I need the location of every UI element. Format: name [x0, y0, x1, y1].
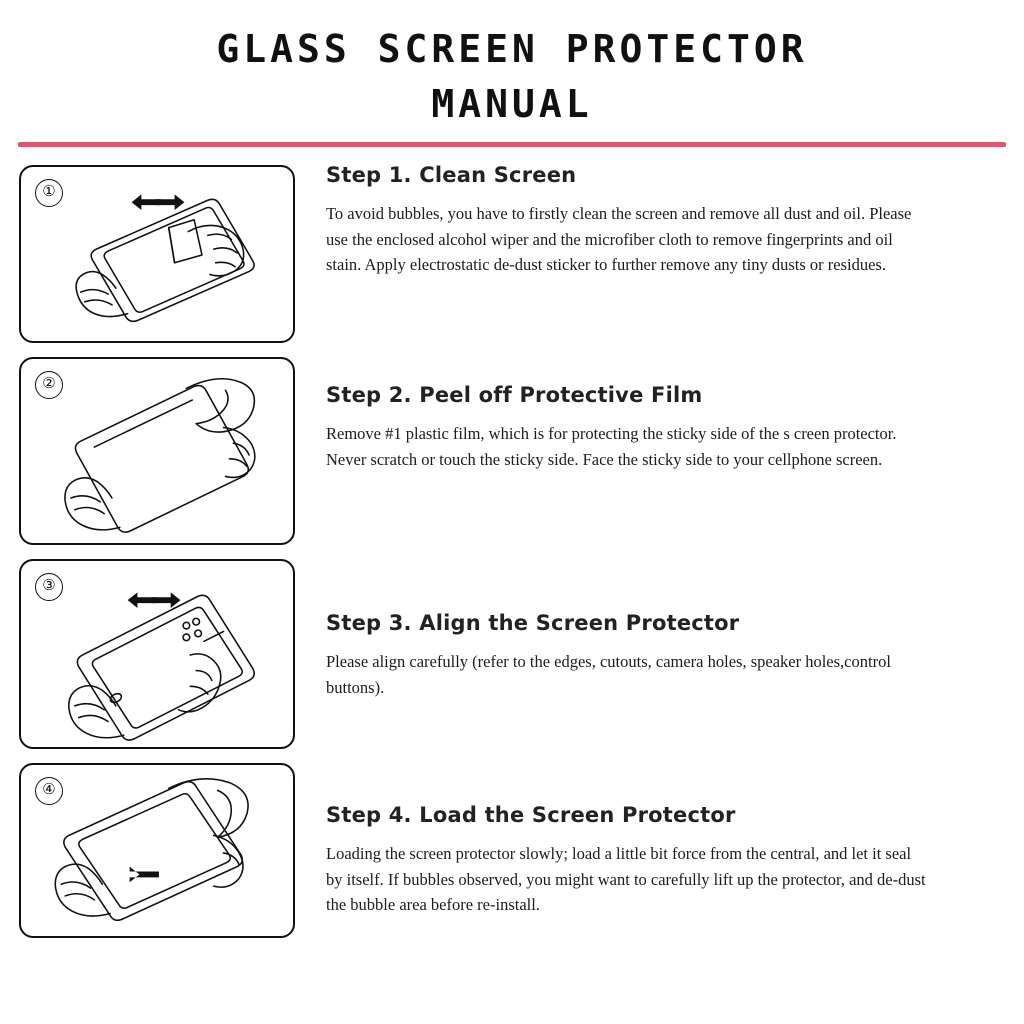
document-header: [0, 0, 1024, 147]
page-title-line-2: MANUAL: [431, 82, 593, 127]
step-item: [18, 553, 1006, 749]
step-item: [18, 351, 1006, 545]
step-figure: [18, 351, 296, 545]
step-title: Step 2. Peel off Protective Film: [326, 383, 703, 408]
step-figure: [18, 553, 296, 749]
step-number-badge: ②: [35, 371, 63, 399]
figure-peel-film: [19, 357, 295, 545]
step-figure: [18, 159, 296, 343]
step-title: Step 1. Clean Screen: [326, 163, 577, 188]
step-body: To avoid bubbles, you have to firstly clean the screen and remove all dust and oil. Please use the enclosed alcohol wiper and the microfiber cloth to remove fingerprints and oil stain. Apply electrostatic de-dust sticker to further remove any tiny dusts or residues.: [326, 204, 912, 275]
step-text: [296, 159, 1006, 278]
motion-arrows: [128, 593, 181, 609]
motion-arrows: [132, 195, 185, 211]
motion-arrows: [130, 867, 159, 883]
figure-clean-screen: [19, 165, 295, 343]
step-text: [296, 553, 1006, 700]
step-number-badge: ④: [35, 777, 63, 805]
step-number-badge: ③: [35, 573, 63, 601]
figure-align-protector: [19, 559, 295, 749]
step-body: Please align carefully (refer to the edges, cutouts, camera holes, speaker holes,control buttons).: [326, 652, 891, 697]
steps-list: [0, 147, 1024, 938]
step-title: Step 3. Align the Screen Protector: [326, 611, 740, 636]
step-item: [18, 757, 1006, 938]
step-body: Loading the screen protector slowly; load a little bit force from the central, and let it seal by itself. If bubbles observed, you might want to carefully lift up the protector, and de-dust the bubble area before re-install.: [326, 844, 926, 915]
figure-load-protector: [19, 763, 295, 938]
step-number-badge: ①: [35, 179, 63, 207]
step-text: [296, 351, 1006, 472]
step-body: Remove #1 plastic film, which is for protecting the sticky side of the s creen protector. Never scratch or touch the sticky side. Face the sticky side to your cellphone screen.: [326, 424, 897, 469]
step-title: Step 4. Load the Screen Protector: [326, 803, 736, 828]
step-text: [296, 757, 1006, 918]
step-item: [18, 159, 1006, 343]
page-title-line-1: GLASS SCREEN PROTECTOR: [216, 27, 808, 71]
step-figure: [18, 757, 296, 938]
